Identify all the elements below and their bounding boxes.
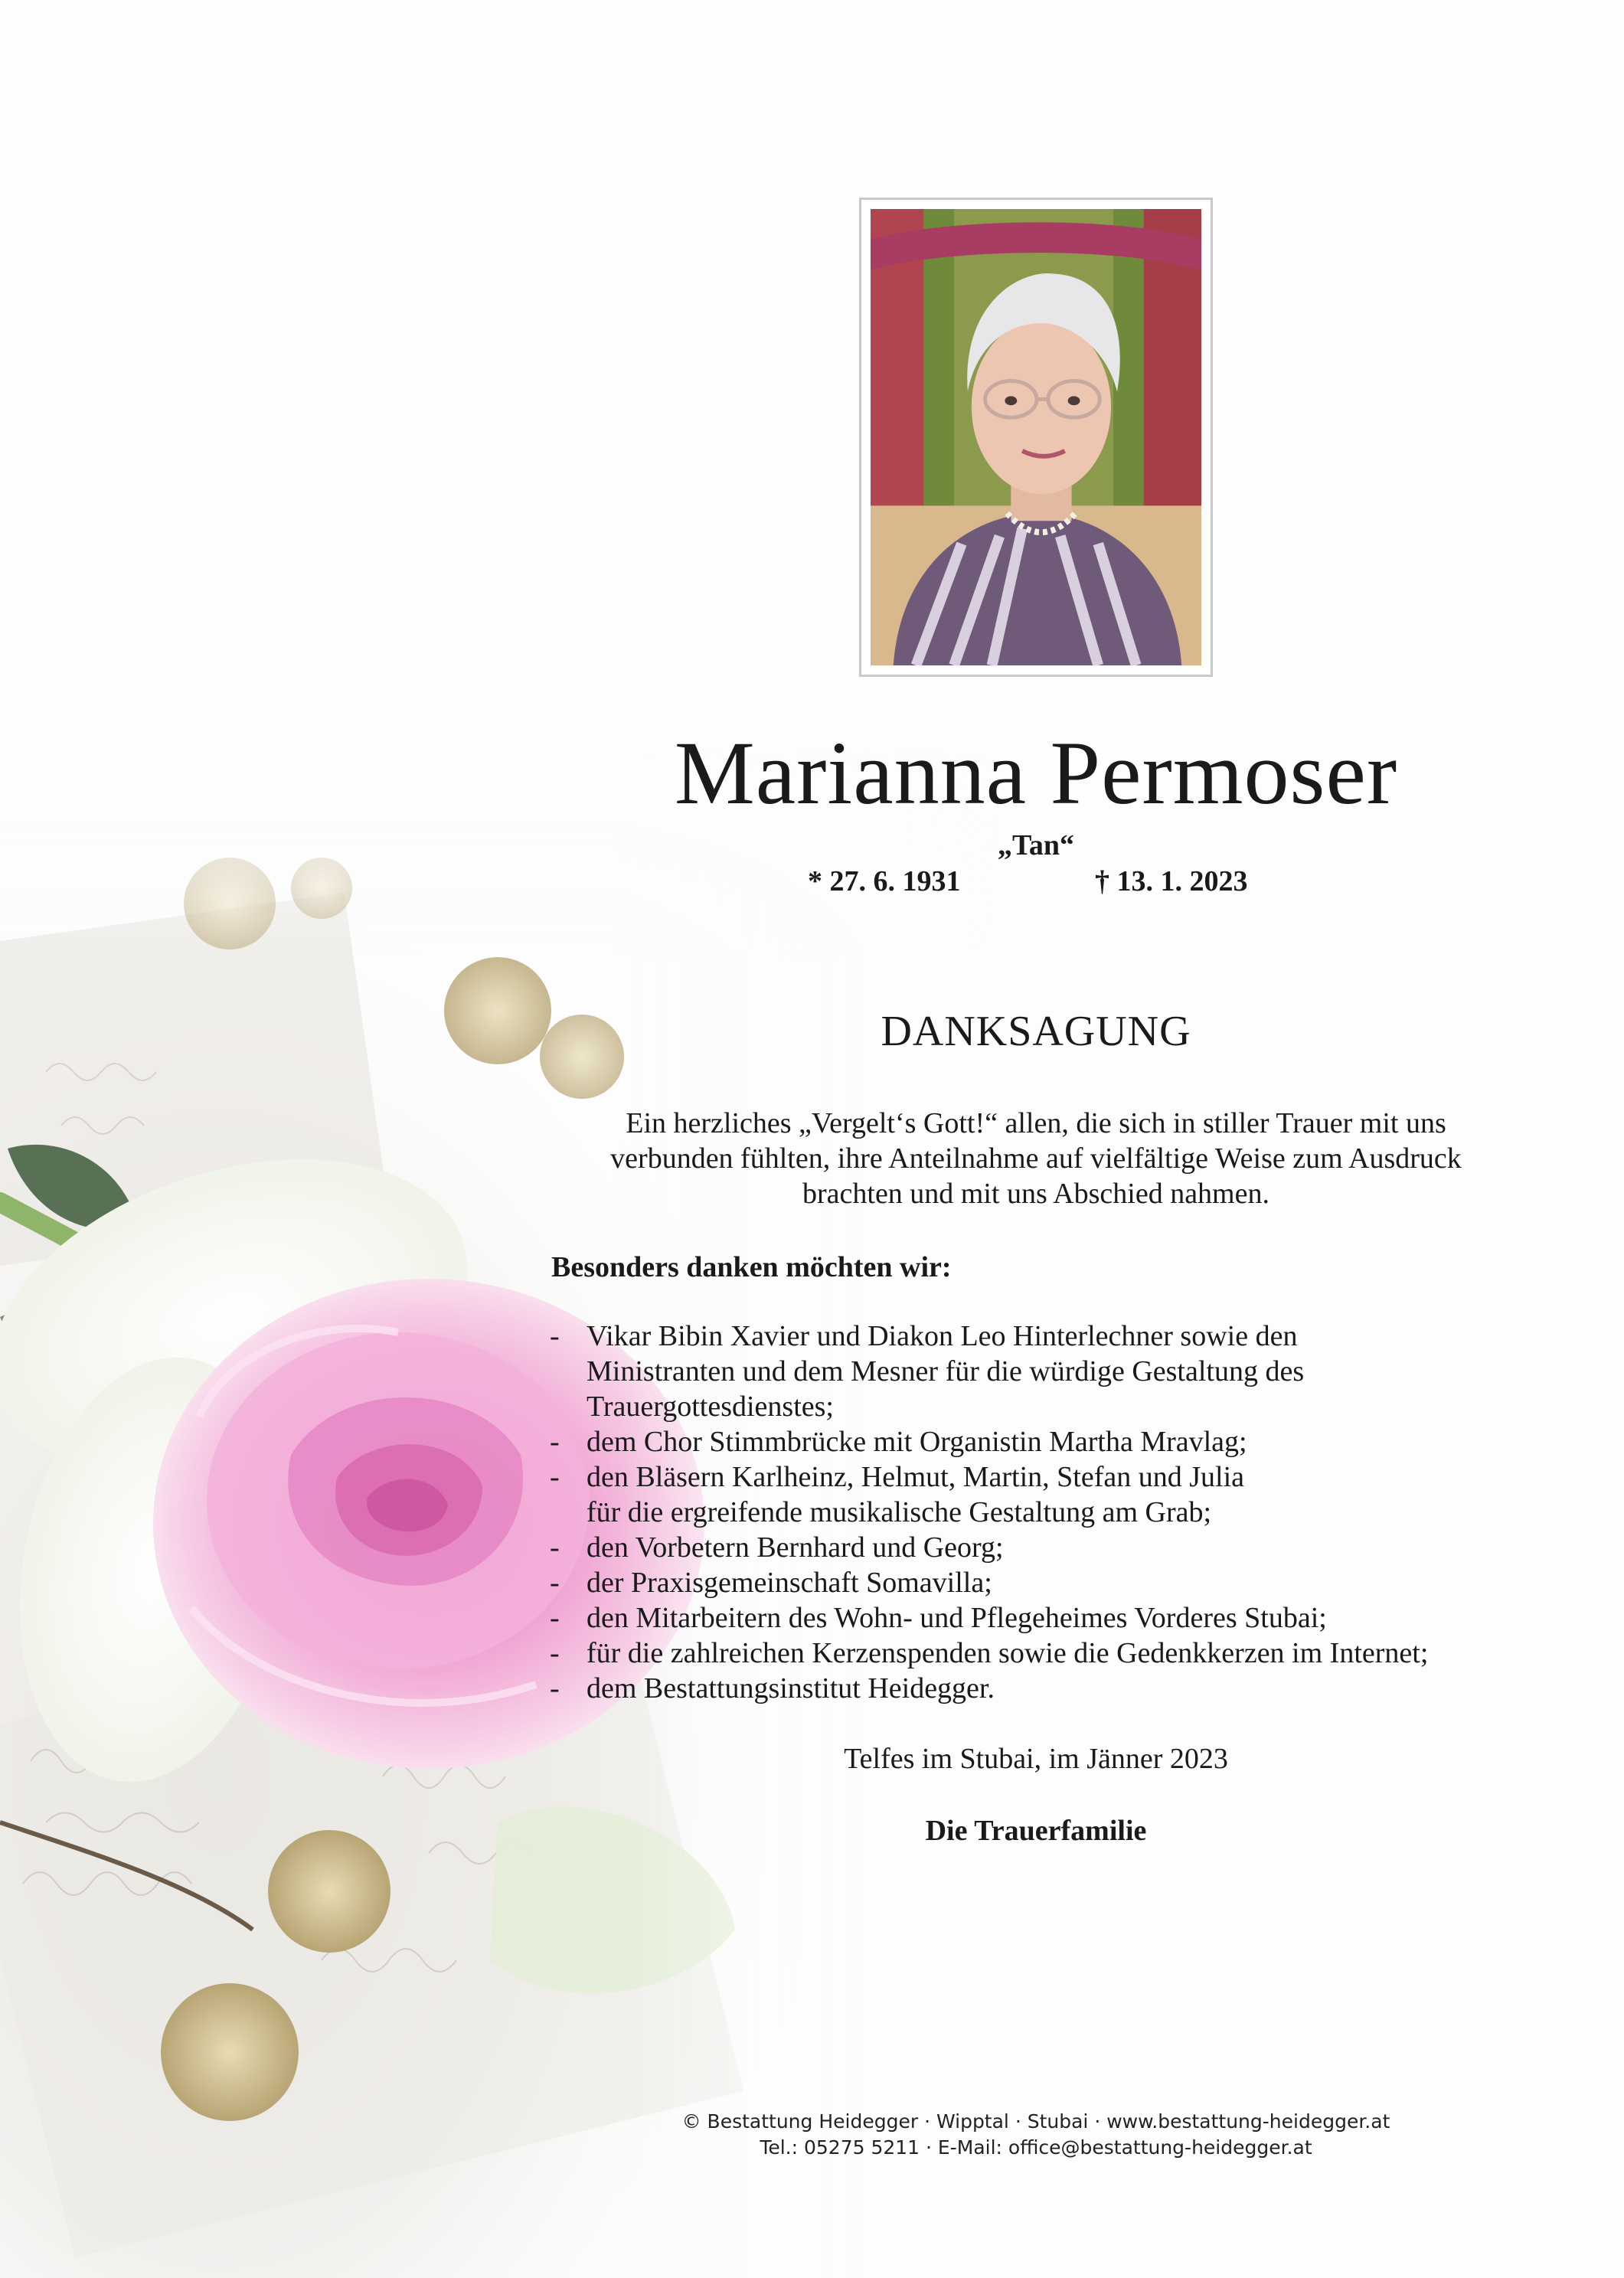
- footer-line-1: © Bestattung Heidegger · Wipptal · Stubai · www.bestattung-heidegger.at: [681, 2110, 1390, 2133]
- list-item: [550, 1530, 1545, 1565]
- list-item-text: den Bläsern Karlheinz, Helmut, Martin, Stefan und Julia für die ergreifende musikalische Gestaltung am Grab;: [587, 1461, 1245, 1528]
- list-dash: -: [550, 1567, 560, 1599]
- birth-date: * 27. 6. 1931: [808, 865, 961, 897]
- place-date: Telfes im Stubai, im Jänner 2023: [844, 1743, 1228, 1775]
- list-item-text: Vikar Bibin Xavier und Diakon Leo Hinterlechner sowie den Ministranten und dem Mesner für die würdige Gestaltung des Trauergottesdienstes;: [587, 1320, 1305, 1423]
- list-dash: -: [550, 1637, 560, 1669]
- footer: [536, 2109, 1536, 2161]
- list-item-text: den Vorbetern Bernhard und Georg;: [587, 1531, 1004, 1564]
- list-dash: -: [550, 1602, 560, 1634]
- list-item: [550, 1459, 1545, 1530]
- signature: Die Trauerfamilie: [925, 1815, 1147, 1847]
- danksagung-heading: DANKSAGUNG: [881, 1008, 1191, 1055]
- list-dash: -: [550, 1461, 560, 1493]
- special-thanks-list: [550, 1319, 1545, 1706]
- list-dash: -: [550, 1672, 560, 1704]
- list-item-text: dem Bestattungsinstitut Heidegger.: [587, 1672, 995, 1704]
- death-date: † 13. 1. 2023: [1095, 865, 1248, 897]
- list-item: [550, 1671, 1545, 1706]
- list-item: [550, 1565, 1545, 1600]
- portrait-photo: [859, 198, 1213, 677]
- list-item: [550, 1424, 1545, 1459]
- list-item-text: den Mitarbeitern des Wohn- und Pflegeheimes Vorderes Stubai;: [587, 1602, 1327, 1634]
- thanks-paragraph: Ein herzliches „Vergelt‘s Gott!“ allen, die sich in stiller Trauer mit uns verbunden fühlten, ihre Anteilnahme auf vielfältige Weise zum Ausdruck brachten und mit uns Abschied nahmen.: [610, 1107, 1462, 1210]
- list-item-text: der Praxisgemeinschaft Somavilla;: [587, 1567, 992, 1599]
- list-item-text: für die zahlreichen Kerzenspenden sowie die Gedenkkerzen im Internet;: [587, 1637, 1429, 1669]
- list-dash: -: [550, 1426, 560, 1458]
- list-dash: -: [550, 1531, 560, 1564]
- footer-line-2: Tel.: 05275 5211 · E-Mail: office@bestattung-heidegger.at: [760, 2136, 1312, 2159]
- list-item: [550, 1600, 1545, 1636]
- list-item: [550, 1319, 1545, 1424]
- deceased-nickname: „Tan“: [998, 829, 1074, 861]
- deceased-name: Marianna Permoser: [674, 723, 1398, 823]
- list-dash: -: [550, 1320, 560, 1352]
- list-item-text: dem Chor Stimmbrücke mit Organistin Martha Mravlag;: [587, 1426, 1247, 1458]
- special-thanks-heading: Besonders danken möchten wir:: [551, 1251, 952, 1283]
- list-item: [550, 1636, 1545, 1671]
